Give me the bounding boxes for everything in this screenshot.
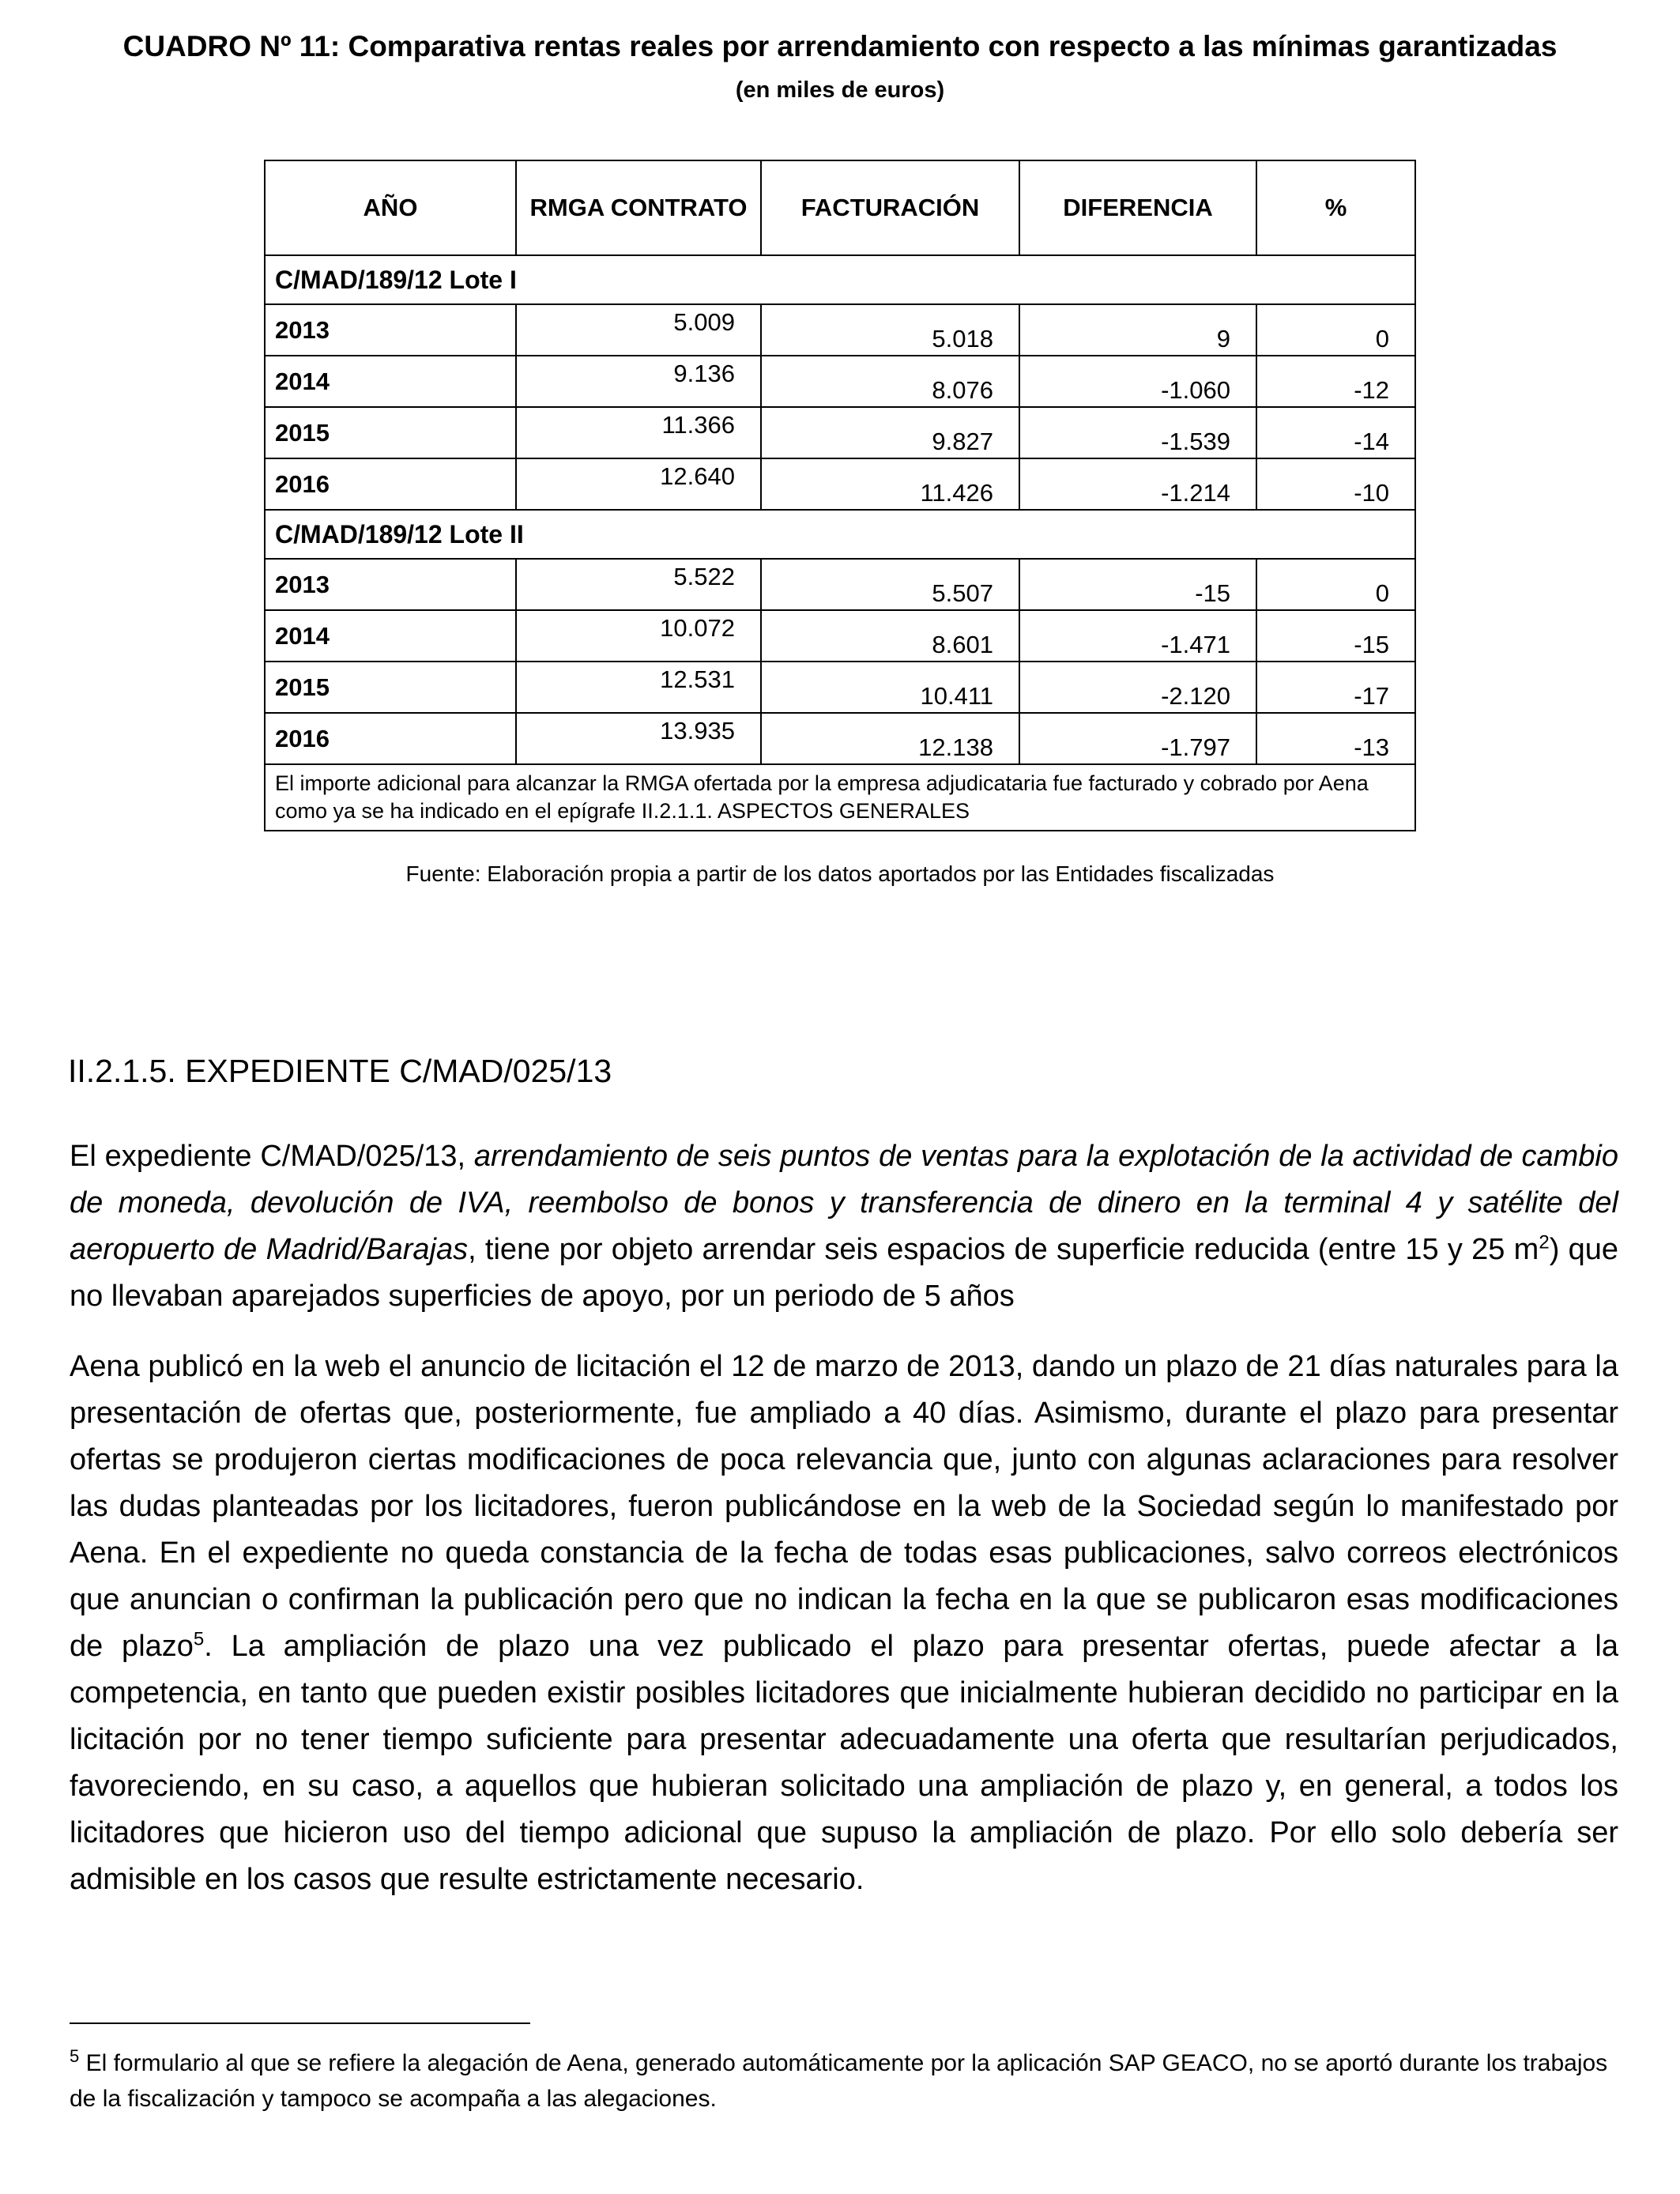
year-cell: 2013	[265, 304, 516, 356]
year-cell: 2014	[265, 610, 516, 662]
year-cell: 2013	[265, 559, 516, 610]
facturacion-cell: 10.411	[761, 662, 1019, 713]
paragraph-expediente	[70, 1133, 1618, 1320]
year-cell: 2016	[265, 458, 516, 510]
year-cell: 2014	[265, 356, 516, 407]
rmga-cell: 12.531	[516, 662, 761, 713]
pct-cell: -15	[1256, 610, 1415, 662]
table-header-row	[265, 160, 1415, 255]
column-header: %	[1256, 160, 1415, 255]
facturacion-cell: 12.138	[761, 713, 1019, 764]
footnote	[70, 2045, 1618, 2117]
rmga-cell: 12.640	[516, 458, 761, 510]
facturacion-cell: 5.018	[761, 304, 1019, 356]
para2-text-b: . La ampliación de plazo una vez publicado el plazo para presentar ofertas, puede afectar a la competencia, en tanto que pueden existir posibles licitadores que inicialmente hubieran decidido no participar en la licitación por no tener tiempo suficiente para presentar adecuadamente una oferta que resultarían perjudicados, favoreciendo, en su caso, a aquellos que hubieran solicitado una ampliación de plazo y, en general, a todos los licitadores que hicieron uso del tiempo adicional que supuso la ampliación de plazo. Por ello solo debería ser admisible en los casos que resulte estrictamente necesario.	[70, 1630, 1618, 1896]
table-row	[265, 713, 1415, 764]
table-row	[265, 356, 1415, 407]
facturacion-cell: 11.426	[761, 458, 1019, 510]
group-header-row	[265, 255, 1415, 304]
para2-text-a: Aena publicó en la web el anuncio de licitación el 12 de marzo de 2013, dando un plazo de 21 días naturales para la presentación de ofertas que, posteriormente, fue ampliado a 40 días. Asimismo, durante el plazo para presentar ofertas se produjeron ciertas modificaciones de poca relevancia que, junto con algunas aclaraciones para resolver las dudas planteadas por los licitadores, fueron publicándose en la web de la Sociedad según lo manifestado por Aena. En el expediente no queda constancia de la fecha de todas esas publicaciones, salvo correos electrónicos que anuncian o confirman la publicación pero que no indican la fecha en la que se publicaron esas modificaciones de plazo	[70, 1350, 1618, 1663]
column-header: AÑO	[265, 160, 516, 255]
diferencia-cell: -1.539	[1019, 407, 1256, 458]
facturacion-cell: 5.507	[761, 559, 1019, 610]
table-row	[265, 407, 1415, 458]
group-label: C/MAD/189/12 Lote I	[265, 255, 1415, 304]
table-subtitle: (en miles de euros)	[735, 77, 945, 103]
para1-lead: El expediente C/MAD/025/13,	[70, 1140, 474, 1173]
table-row	[265, 662, 1415, 713]
para1-italic-object: arrendamiento de seis puntos de ventas para la explotación de la actividad de cambio de moneda, devolución de IVA, reembolso de bonos y transferencia de dinero en la terminal 4 y satélite del aeropuerto de Madrid/Barajas	[70, 1140, 1618, 1266]
diferencia-cell: -1.060	[1019, 356, 1256, 407]
pct-cell: -17	[1256, 662, 1415, 713]
pct-cell: -14	[1256, 407, 1415, 458]
diferencia-cell: -15	[1019, 559, 1256, 610]
section-heading: II.2.1.5. EXPEDIENTE C/MAD/025/13	[68, 1053, 612, 1089]
pct-cell: -12	[1256, 356, 1415, 407]
pct-cell: 0	[1256, 559, 1415, 610]
facturacion-cell: 9.827	[761, 407, 1019, 458]
column-header: RMGA CONTRATO	[516, 160, 761, 255]
table-title: CUADRO Nº 11: Comparativa rentas reales por arrendamiento con respecto a las mínimas garantizadas	[122, 30, 1558, 62]
table-row	[265, 559, 1415, 610]
facturacion-cell: 8.601	[761, 610, 1019, 662]
rmga-cell: 10.072	[516, 610, 761, 662]
superscript: 2	[1539, 1231, 1550, 1253]
table-row	[265, 304, 1415, 356]
table-note-row	[265, 764, 1415, 831]
pct-cell: -13	[1256, 713, 1415, 764]
column-header: FACTURACIÓN	[761, 160, 1019, 255]
table-note: El importe adicional para alcanzar la RMGA ofertada por la empresa adjudicataria fue facturado y cobrado por Aena como ya se ha indicado en el epígrafe II.2.1.1. ASPECTOS GENERALES	[265, 764, 1415, 831]
paragraph-licitacion	[70, 1344, 1618, 1903]
table-row	[265, 610, 1415, 662]
table-row	[265, 458, 1415, 510]
rmga-cell: 9.136	[516, 356, 761, 407]
facturacion-cell: 8.076	[761, 356, 1019, 407]
rent-comparison-table	[264, 160, 1416, 831]
diferencia-cell: 9	[1019, 304, 1256, 356]
para1-tail: ) que no llevaban aparejados superficies de apoyo, por un periodo de 5 años	[70, 1233, 1618, 1313]
footnote-separator	[70, 2022, 530, 2024]
year-cell: 2015	[265, 407, 516, 458]
year-cell: 2016	[265, 713, 516, 764]
diferencia-cell: -2.120	[1019, 662, 1256, 713]
group-header-row	[265, 510, 1415, 559]
rmga-cell: 5.522	[516, 559, 761, 610]
rmga-cell: 5.009	[516, 304, 761, 356]
year-cell: 2015	[265, 662, 516, 713]
group-label: C/MAD/189/12 Lote II	[265, 510, 1415, 559]
diferencia-cell: -1.471	[1019, 610, 1256, 662]
para1-mid: , tiene por objeto arrendar seis espacios de superficie reducida (entre 15 y 25 m	[468, 1233, 1539, 1266]
pct-cell: 0	[1256, 304, 1415, 356]
rmga-cell: 11.366	[516, 407, 761, 458]
footnote-number: 5	[70, 2046, 80, 2066]
pct-cell: -10	[1256, 458, 1415, 510]
rmga-cell: 13.935	[516, 713, 761, 764]
footnote-reference: 5	[193, 1628, 205, 1650]
footnote-text: El formulario al que se refiere la alegación de Aena, generado automáticamente por la aplicación SAP GEACO, no se aportó durante los trabajos de la fiscalización y tampoco se acompaña a las alegaciones.	[70, 2050, 1608, 2112]
column-header: DIFERENCIA	[1019, 160, 1256, 255]
diferencia-cell: -1.214	[1019, 458, 1256, 510]
table-source: Fuente: Elaboración propia a partir de los datos aportados por las Entidades fiscalizadas	[405, 861, 1275, 886]
diferencia-cell: -1.797	[1019, 713, 1256, 764]
